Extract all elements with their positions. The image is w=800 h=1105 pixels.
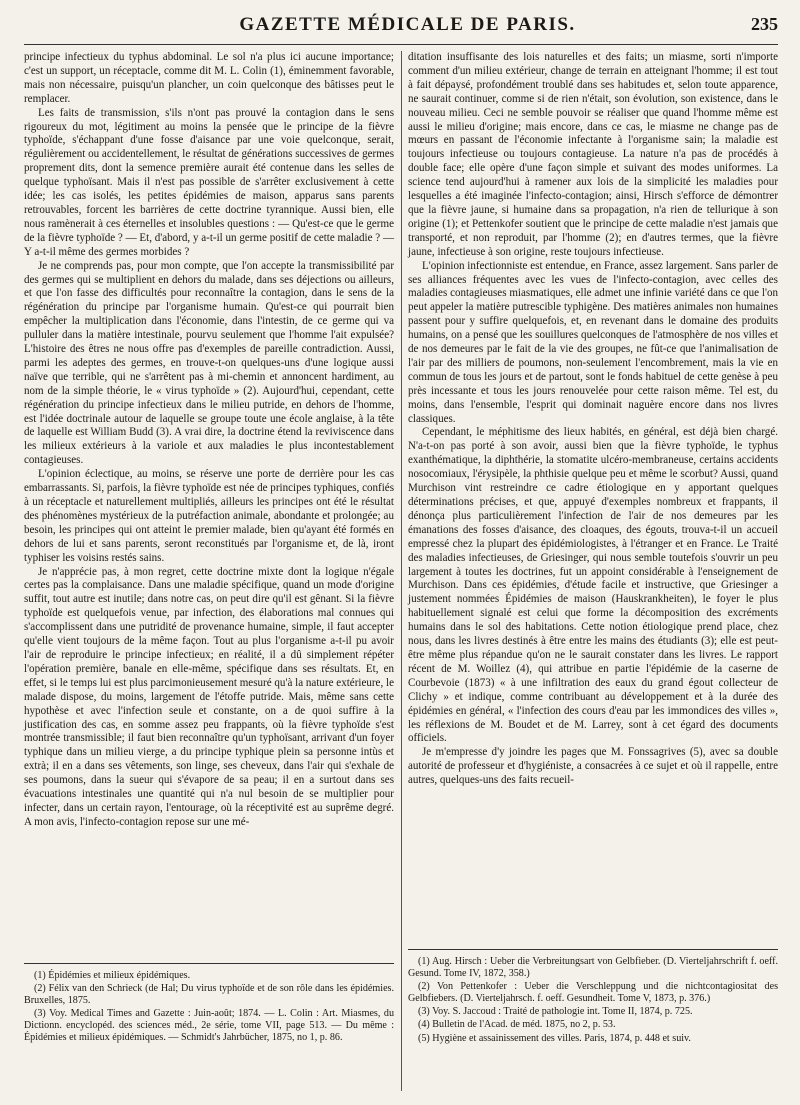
footnote: (2) Von Pettenkofer : Ueber die Verschleppung und die nichtcontagiositat des Gelbfiebers. (D. Vierteljahrsch. f. oeff. Gesundheit. Tome V, 1873, p. 376.) (408, 981, 778, 1005)
right-paragraph-1: ditation insuffisante des lois naturelles et des faits; un miasme, sorti n'importe comment d'un milieu extérieur, change de terrain en atteignant l'homme; il est tout à fait dépaysé, profondément troublé dans ses habitudes et, selon toute apparence, ne saurait continuer, comme si de rien n'était, son évolution, son existence, dans le nouveau milieu. Ceci ne semble pouvoir se réaliser que quand l'homme même est aussi le milieu d'origine; mais encore, dans ce cas, le miasme ne change pas de mœurs en passant de l'économie infectante à l'organisme sain; la maladie est toujours infectieuse ou toujours contagieuse. La nature n'a pas de procédés à double face; elle opère d'une façon simple et suivant des modes uniformes. La science tend aujourd'hui à ramener aux lois de la simplicité les maladies pour lesquelles a été imaginée l'infecto-contagion; ainsi, Hirsch s'efforce de démontrer que la fièvre jaune, si humaine dans sa propagation, n'a rien de tellurique à son origine (1); et Pettenkofer soutient que le principe de cette maladie n'est jamais que transporté, et non reproduit, par l'homme (2); en d'autres termes, que la fièvre jaune, infectieuse à son origine, reste toujours infectieuse. (408, 51, 778, 258)
right-column-body (408, 51, 778, 788)
text-columns (24, 51, 778, 1091)
right-paragraph-4: Je m'empresse d'y joindre les pages que M. Fonssagrives (5), avec sa double autorité de professeur et d'hygiéniste, a consacrées à ce sujet et où il rappelle, entre autres, quelques-uns des faits recueil- (408, 746, 778, 787)
right-paragraph-2: L'opinion infectionniste est entendue, en France, assez largement. Sans parler de ses alliances fréquentes avec les vues de l'infecto-contagion, avec celles des maladies contagieuses miasmatiques, elle admet une infinie variété dans ce que l'on peut appeler la matière putrescible typhigène. Des matières animales non humaines passent pour y suffire quelquefois, et, en revenant dans le domaine des produits humains, on a pensé que les souillures quelconques de l'atmosphère de nos villes et de nos demeures par le fait de la vie des groupes, ne fût-ce que l'animalisation de l'air par des milliers de poumons, non-seulement l'encombrement, mais la vie en commun de tous les jours et de partout, sont le fonds habituel de cette genèse à peu près incessante et tous les jours renouvelée pour cette raison même. Tel est, du moins, dans l'ensemble, l'esprit qui dominait naguère encore dans nos livres classiques. (408, 259, 778, 425)
footnote: (3) Voy. Medical Times and Gazette : Juin-août; 1874. — L. Colin : Art. Miasmes, du Dictionn. encyclopéd. des sciences méd., 2e série, tome VII, page 513. — Du même : Épidémies et milieux épidémiques. — Schmidt's Jahrbücher, 1875, no 1, p. 86. (24, 1008, 394, 1044)
left-footnotes (24, 963, 394, 1091)
right-footnotes (408, 949, 778, 1091)
footnote: (1) Aug. Hirsch : Ueber die Verbreitungsart von Gelbfieber. (D. Vierteljahrschrift f. oeff. Gesund. Tome IV, 1872, 358.) (408, 956, 778, 980)
footnote: (2) Félix van den Schrieck (de Hal; Du virus typhoïde et de son rôle dans les épidémies. Bruxelles, 1875. (24, 983, 394, 1007)
footnote: (5) Hygiène et assainissement des villes. Paris, 1874, p. 448 et suiv. (418, 1032, 691, 1044)
journal-title: GAZETTE MÉDICALE DE PARIS. (239, 14, 576, 35)
left-paragraph-2: Les faits de transmission, s'ils n'ont pas prouvé la contagion dans le sens rigoureux du mot, légitiment au moins la pensée que le principe de la fièvre typhoïde, s'échappant d'une fosse d'aisance par une voie quelconque, serait, régulièrement ou accidentellement, le résultat de générations successives de germes proprement dits, dont la semence première aurait été contenue dans les selles de quelque typhoïsant. Mais il n'est pas possible de s'arrêter exclusivement à cette idée; les cas isolés, les petites épidémies de maison, apparus sans parents retrouvables, forcent les barrières de cette doctrine tyrannique. Aussi bien, elle nous ramènerait à ces éternelles et insolubles questions : — Qu'est-ce que le germe de la fièvre typhoïde ? — Et, d'abord, y a-t-il un germe positif de cette maladie ? — Y a-t-il même des germes morbides ? (24, 106, 394, 258)
footnote: (3) Voy. S. Jaccoud : Traité de pathologie int. Tome II, 1874, p. 725. (418, 1006, 693, 1018)
footnote: (1) Épidémies et milieux épidémiques. (34, 970, 191, 981)
left-paragraph-1: principe infectieux du typhus abdominal. Le sol n'a plus ici aucune importance; c'est un support, un réceptacle, comme dit M. L. Colin (1), éminemment favorable, mais non nécessaire, puisqu'un plancher, un coin quelconque des bâtisses peut le remplacer. (24, 51, 394, 105)
page-number: 235 (751, 14, 778, 34)
left-column-body (24, 51, 394, 830)
right-paragraph-3: Cependant, le méphitisme des lieux habités, en général, est déjà bien chargé. N'a-t-on pas porté à son avoir, aussi bien que la fièvre typhoïde, le typhus exanthématique, la diphthérie, la stomatite ulcéro-membraneuse, certains accidents nosocomiaux, l'érysipèle, la phthisie quelque peu et même le scorbut? Aussi, quand Murchison vint restreindre ce cadre étiologique en y apportant quelques déterminations précises, et que, appuyé d'exemples nombreux et frappants, il dénonça plus particulièrement l'infection de l'air de nos demeures par les émanations des fosses d'aisance, des cloaques, des égouts, trouva-t-il un accueil empressé chez la plupart des épidémiologistes, à l'étranger et en France. Le Traité des maladies infectieuses, de Griesinger, qui nous semble toutefois s'ouvrir un peu largement à toutes les doctrines, fut un appoint considérable à l'enseignement de Murchison. Dans ces épidémies, d'étude facile et instructive, que Griesinger a justement nommées Épidémies de maison (Hauskrankheiten), le foyer le plus habituellement signalé est celui que forme la décomposition des excréments humains dans le sol des habitations. Cette notion étiologique prend place, chez nous, dans les livres destinés à être entre les mains des étudiants (3); elle est peut-être même plus répandue qu'on ne le saurait constater dans les livres. Le rapport récent de M. Woillez (4), qui attribue en partie l'épidémie de la caserne de Courbevoie (1873) « à une infiltration des eaux du grand égout collecteur de Clichy » et indique, comme contribuant au développement et à la durée des épidémies en général, « l'infection des cours d'eau par les immondices des villes », les réflexions de M. Boudet et de M. Larrey, sont à cet égard des documents officiels. (408, 426, 778, 745)
left-paragraph-4: L'opinion éclectique, au moins, se réserve une porte de derrière pour les cas embarrassants. Si, parfois, la fièvre typhoïde est née de principes typhiques, confiés à un réceptacle et naturellement multipliés, ailleurs les principes ont été le résultat des phénomènes mystérieux de la putréfaction animale, abondante et prolongée; au besoin, les principes qui ont atteint le premier malade, bien qu'ayant été formés en dehors de lui et sans parents, seront reconstitués par l'organisme et, de là, iront typhiser les voisins restés sains. (24, 468, 394, 564)
left-paragraph-3: Je ne comprends pas, pour mon compte, que l'on accepte la transmissibilité par des germes qui se multiplient en dehors du malade, dans ses déjections ou ailleurs, et que l'on fasse des difficultés pour reconnaître la contagion, dans le sens de la régénération du principe par l'organisme humain. Qu'est-ce qui pourrait bien empêcher la multiplication dans l'économie, dans l'intestin, de ce germe qui va pulluler dans la matière intestinale, pourvu seulement que l'homme l'ait expulsée? L'histoire des êtres ne nous offre pas d'exemples de pareille contradiction. Aussi, parmi les adeptes des germes, en trouve-t-on quelques-uns d'une logique aussi naïve que terrible, qui ne s'arrêtent pas à mi-chemin et annoncent hardiment, au nom de la simple théorie, le « virus typhoïde » (2). Aujourd'hui, cependant, cette régénération du principe infectieux dans le milieu putride, en dehors de l'homme, est l'idée doctrinale autour de laquelle se groupe toute une école anglaise, à la tête de laquelle est William Budd (3). A vrai dire, la doctrine étend la reviviscence dans les milieux extérieurs à la variole et aux maladies le plus incontestablement contagieuses. (24, 259, 394, 467)
left-paragraph-5: Je n'apprécie pas, à mon regret, cette doctrine mixte dont la logique n'égale certes pas la complaisance. Dans une maladie spécifique, quand un mode d'origine suffit, tout autre est inutile; dans notre cas, on peut dire qu'il est gênant. Si la fièvre typhoïde est quelquefois venue, par infection, des élaborations mal connues qui s'accomplissent dans une putridité de provenance humaine, simple, il faut accepter qu'elle vient toujours de la même façon. Tout au plus l'organisme a-t-il pu avoir l'air de reproduire le principe infectieux; en réalité, il a dû simplement répéter l'opération première, banale en elle-même, spécifique dans ses résultats. Et, en effet, si le temps lui est plus parcimonieusement mesuré qu'à la nature extérieure, le malade dispose, du moins, largement de l'étoffe putride. Mais, même sans cette hypothèse et avec l'infection seule et constante, on a de quoi suffire à la justification des cas, en somme assez peu frappants, où la fièvre typhoïde s'est montrée transmissible; il faut bien reconnaître qu'un typhoïsant, arrivant d'un foyer typhique dans un milieu vierge, a du principe typhique plein sa personne intùs et extrà; il en a dans ses vêtements, son linge, ses cheveux, dans l'air qui s'exhale de ses poumons, dans la sueur qui s'évapore de sa peau; il en a surtout dans ses évacuations intestinales une quantité qui n'a nul besoin de se multiplier pour infecter, dans un certain rayon, l'entourage, où la réceptivité est au suprême degré. A mon avis, l'infecto-contagion repose sur une mé- (24, 565, 394, 828)
page-header (24, 14, 778, 45)
footnote: (4) Bulletin de l'Acad. de méd. 1875, no 2, p. 53. (418, 1019, 616, 1031)
left-column (24, 51, 394, 1091)
right-column (408, 51, 778, 1091)
column-divider (401, 51, 402, 1091)
